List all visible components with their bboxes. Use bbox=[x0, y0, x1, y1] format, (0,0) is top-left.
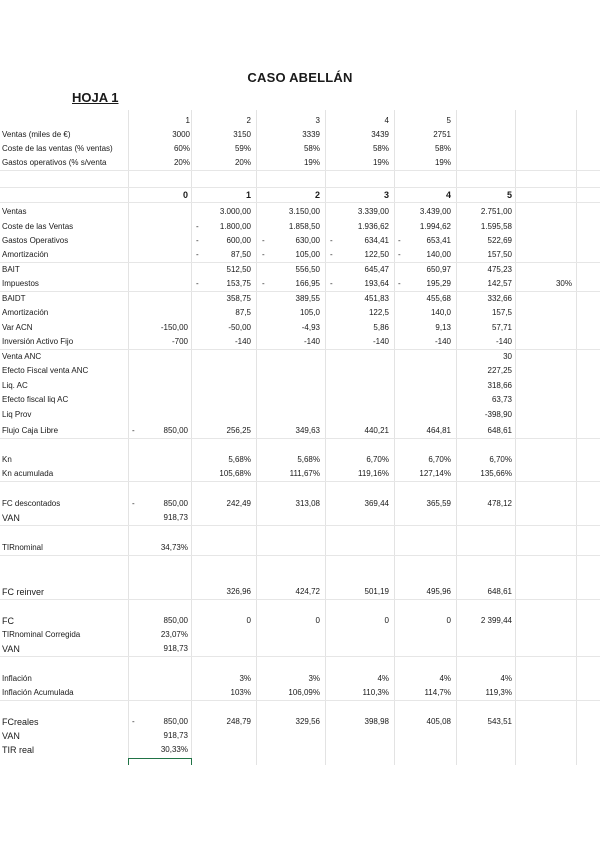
cell: 59% bbox=[234, 144, 251, 153]
cell-c1: -50,00 bbox=[228, 323, 251, 332]
minus-sign: - bbox=[262, 250, 265, 259]
table-row-amort bbox=[0, 248, 600, 263]
cell-c2: 556,50 bbox=[295, 265, 320, 274]
year-4: 4 bbox=[384, 116, 389, 125]
row-label: Impuestos bbox=[2, 279, 39, 288]
row-label: Var ACN bbox=[2, 323, 33, 332]
table-row-impuestos bbox=[0, 277, 600, 292]
cell: 3000 bbox=[172, 130, 190, 139]
table-row-van2 bbox=[0, 642, 600, 657]
cell: 19% bbox=[434, 158, 451, 167]
cell-c2: 630,00 bbox=[295, 236, 320, 245]
cell-c4: 127,14% bbox=[419, 469, 451, 478]
cell-c3: 369,44 bbox=[364, 499, 389, 508]
cell-c5: 119,3% bbox=[485, 688, 512, 697]
table-row-bait bbox=[0, 263, 600, 277]
minus-sign: - bbox=[398, 250, 401, 259]
cell: 58% bbox=[434, 144, 451, 153]
minus-sign: - bbox=[262, 236, 265, 245]
periods-header-row bbox=[0, 187, 600, 203]
cell-c5: 142,57 bbox=[487, 279, 512, 288]
cell-c5: 57,71 bbox=[491, 323, 512, 332]
row-label: FC descontados bbox=[2, 499, 61, 508]
cell-c2: 424,72 bbox=[295, 587, 320, 596]
minus-sign: - bbox=[262, 279, 265, 288]
cell-c5: 157,50 bbox=[487, 250, 512, 259]
table-row-fc bbox=[0, 614, 600, 628]
table-row-knac bbox=[0, 467, 600, 482]
cell-c5: 135,66% bbox=[480, 469, 512, 478]
cell-c1: 512,50 bbox=[226, 265, 251, 274]
cell: 3439 bbox=[371, 130, 389, 139]
row-label: FC bbox=[2, 616, 14, 626]
row-label: FCreales bbox=[2, 717, 39, 727]
cell-c3: 440,21 bbox=[364, 426, 389, 435]
cell-c5: 522,69 bbox=[487, 236, 512, 245]
year-3: 3 bbox=[315, 116, 320, 125]
cell-c1: 0 bbox=[246, 616, 251, 625]
cell-c1: 358,75 bbox=[226, 294, 251, 303]
cell-c2: 313,08 bbox=[295, 499, 320, 508]
cell-c3: 119,16% bbox=[358, 469, 389, 478]
table-row-coste bbox=[0, 220, 600, 234]
minus-sign: - bbox=[132, 426, 135, 435]
cell-c0: 850,00 bbox=[163, 499, 188, 508]
cell-c5: 6,70% bbox=[489, 455, 512, 464]
minus-sign: - bbox=[132, 499, 135, 508]
minus-sign: - bbox=[196, 222, 199, 231]
cell-c5: 227,25 bbox=[487, 366, 512, 375]
cell-c0: 918,73 bbox=[163, 513, 188, 522]
cell-c4: 464,81 bbox=[426, 426, 451, 435]
cell-c3: 501,19 bbox=[364, 587, 389, 596]
table-row-inv bbox=[0, 335, 600, 350]
cell-c4: 405,08 bbox=[426, 717, 451, 726]
row-label: Efecto Fiscal venta ANC bbox=[2, 366, 89, 375]
cell-c4: 365,59 bbox=[426, 499, 451, 508]
table-row-varacn bbox=[0, 321, 600, 335]
cell-c5: 478,12 bbox=[487, 499, 512, 508]
table-row-gastos bbox=[0, 234, 600, 248]
table-row-van1 bbox=[0, 511, 600, 526]
input-gastos-row bbox=[0, 156, 600, 171]
cell-c4: 6,70% bbox=[428, 455, 451, 464]
cell-c3: 110,3% bbox=[362, 688, 389, 697]
row-label: Coste de las ventas (% ventas) bbox=[2, 144, 113, 153]
table-row-ventas bbox=[0, 205, 600, 219]
table-row-liqprov bbox=[0, 408, 600, 422]
row-label: FC reinver bbox=[2, 587, 45, 597]
cell-c5: 30 bbox=[503, 352, 512, 361]
cell-c2: -4,93 bbox=[301, 323, 320, 332]
cell-c4: 9,13 bbox=[435, 323, 451, 332]
cell: 60% bbox=[173, 144, 190, 153]
table-row-efectoanc bbox=[0, 364, 600, 378]
cell-c2: 105,00 bbox=[295, 250, 320, 259]
table-row-fcreales bbox=[0, 715, 600, 729]
cell-c1: 105,68% bbox=[219, 469, 251, 478]
cell-c2: 329,56 bbox=[295, 717, 320, 726]
cell-c3: 645,47 bbox=[364, 265, 389, 274]
row-label: BAIT bbox=[2, 265, 20, 274]
tax-rate-cell: 30% bbox=[555, 279, 572, 288]
table-row-tirreal bbox=[0, 743, 600, 757]
cell-c0: 918,73 bbox=[163, 644, 188, 653]
cell-c0: 850,00 bbox=[163, 616, 188, 625]
cell-c0: 30,33% bbox=[160, 745, 188, 754]
minus-sign: - bbox=[330, 279, 333, 288]
cell-c2: -140 bbox=[303, 337, 320, 346]
cell-c0: 34,73% bbox=[160, 543, 188, 552]
cell-c5: 157,5 bbox=[491, 308, 512, 317]
cell-c5: 63,73 bbox=[491, 395, 512, 404]
cell-c0: 918,73 bbox=[163, 731, 188, 740]
cell-c2: 349,63 bbox=[295, 426, 320, 435]
cell-c4: 4% bbox=[439, 674, 451, 683]
cell-c1: 153,75 bbox=[226, 279, 251, 288]
table-row-baidt bbox=[0, 292, 600, 306]
cell-c1: 103% bbox=[230, 688, 251, 697]
cell-c4: 455,68 bbox=[426, 294, 451, 303]
period-4: 4 bbox=[445, 190, 451, 200]
minus-sign: - bbox=[132, 717, 135, 726]
cell: 58% bbox=[303, 144, 320, 153]
cell-c4: 195,29 bbox=[426, 279, 451, 288]
cell-c4: -140 bbox=[434, 337, 451, 346]
cell-c0: 23,07% bbox=[160, 630, 188, 639]
row-label: TIR real bbox=[2, 745, 35, 755]
cell-c1: 1.800,00 bbox=[219, 222, 251, 231]
cell-c2: 3% bbox=[308, 674, 320, 683]
row-label: Amortización bbox=[2, 308, 49, 317]
minus-sign: - bbox=[196, 236, 199, 245]
cell-c1: 256,25 bbox=[226, 426, 251, 435]
cell-c0: 850,00 bbox=[163, 426, 188, 435]
minus-sign: - bbox=[330, 250, 333, 259]
period-0: 0 bbox=[182, 190, 188, 200]
input-coste-row bbox=[0, 142, 600, 156]
cell: 19% bbox=[372, 158, 389, 167]
cell-c2: 166,95 bbox=[295, 279, 320, 288]
row-label: Venta ANC bbox=[2, 352, 42, 361]
cell-c3: 122,50 bbox=[364, 250, 389, 259]
row-label: Liq Prov bbox=[2, 410, 32, 419]
cell-c3: 6,70% bbox=[366, 455, 389, 464]
row-label: Inversión Activo Fijo bbox=[2, 337, 74, 346]
period-5: 5 bbox=[506, 190, 512, 200]
cell-c5: 648,61 bbox=[487, 426, 512, 435]
row-label: Coste de las Ventas bbox=[2, 222, 74, 231]
minus-sign: - bbox=[196, 279, 199, 288]
cell-c5: 318,66 bbox=[487, 381, 512, 390]
cell-c5: -398,90 bbox=[484, 410, 512, 419]
cell-c3: 193,64 bbox=[364, 279, 389, 288]
cell-c2: 105,0 bbox=[299, 308, 320, 317]
row-label: Gastos Operativos bbox=[2, 236, 69, 245]
cell: 20% bbox=[173, 158, 190, 167]
cell-c0: -150,00 bbox=[160, 323, 188, 332]
row-label: VAN bbox=[2, 731, 20, 741]
cell-c4: 140,00 bbox=[426, 250, 451, 259]
table-row-tirnom bbox=[0, 541, 600, 556]
cell-c1: 5,68% bbox=[228, 455, 251, 464]
cell-c1: 326,96 bbox=[226, 587, 251, 596]
row-label: Efecto fiscal liq AC bbox=[2, 395, 69, 404]
cell-c5: 648,61 bbox=[487, 587, 512, 596]
cell-c3: 451,83 bbox=[364, 294, 389, 303]
row-label: Ventas (miles de €) bbox=[2, 130, 71, 139]
period-3: 3 bbox=[383, 190, 389, 200]
cell-c5: 332,66 bbox=[487, 294, 512, 303]
cell-c3: 1.936,62 bbox=[357, 222, 389, 231]
cell-c1: 87,50 bbox=[230, 250, 251, 259]
row-label: Liq. AC bbox=[2, 381, 28, 390]
cell-c1: 3% bbox=[239, 674, 251, 683]
cell-c5: -140 bbox=[495, 337, 512, 346]
table-row-tircorr bbox=[0, 628, 600, 642]
row-label: Inflación bbox=[2, 674, 32, 683]
cell-c3: 122,5 bbox=[368, 308, 389, 317]
cell-c3: -140 bbox=[372, 337, 389, 346]
table-row-inflacum bbox=[0, 686, 600, 701]
cell-c4: 140,0 bbox=[430, 308, 451, 317]
row-label: BAIDT bbox=[2, 294, 26, 303]
cell-c5: 1.595,58 bbox=[480, 222, 512, 231]
row-label: VAN bbox=[2, 644, 20, 654]
cell-c1: 87,5 bbox=[235, 308, 251, 317]
row-label: Gastos operativos (% s/venta bbox=[2, 158, 107, 167]
table-row-fcdesc bbox=[0, 497, 600, 511]
table-row-van3 bbox=[0, 729, 600, 743]
cell-c5: 2.751,00 bbox=[480, 207, 512, 216]
minus-sign: - bbox=[196, 250, 199, 259]
row-label: Kn bbox=[2, 455, 12, 464]
cell-c5: 543,51 bbox=[487, 717, 512, 726]
row-label: Ventas bbox=[2, 207, 27, 216]
row-label: Flujo Caja Libre bbox=[2, 426, 59, 435]
cell-c4: 3.439,00 bbox=[419, 207, 451, 216]
row-label: Amortización bbox=[2, 250, 49, 259]
input-ventas-row bbox=[0, 128, 600, 142]
cell-c3: 0 bbox=[384, 616, 389, 625]
cell-c2: 0 bbox=[315, 616, 320, 625]
cell-c1: 248,79 bbox=[226, 717, 251, 726]
table-row-fcreinv bbox=[0, 585, 600, 600]
cell: 3150 bbox=[233, 130, 251, 139]
minus-sign: - bbox=[398, 279, 401, 288]
cell-c0: -700 bbox=[171, 337, 188, 346]
cell-c3: 5,86 bbox=[373, 323, 389, 332]
cell-c4: 495,96 bbox=[426, 587, 451, 596]
table-row-fcl bbox=[0, 424, 600, 439]
selected-cell[interactable] bbox=[128, 758, 192, 765]
row-label: Inflación Acumulada bbox=[2, 688, 74, 697]
year-1: 1 bbox=[185, 116, 190, 125]
cell-c3: 398,98 bbox=[364, 717, 389, 726]
cell-c2: 111,67% bbox=[289, 469, 320, 478]
cell-c5: 4% bbox=[500, 674, 512, 683]
cell-c4: 0 bbox=[446, 616, 451, 625]
cell-c3: 634,41 bbox=[364, 236, 389, 245]
row-label: TIRnominal Corregida bbox=[2, 630, 81, 639]
row-label: VAN bbox=[2, 513, 20, 523]
table-row-efectoac bbox=[0, 393, 600, 407]
table-row-liqac bbox=[0, 379, 600, 393]
table-row-amort2 bbox=[0, 306, 600, 320]
cell-c5: 475,23 bbox=[487, 265, 512, 274]
table-row-ventaanc bbox=[0, 350, 600, 364]
cell: 20% bbox=[234, 158, 251, 167]
cell-c1: 242,49 bbox=[226, 499, 251, 508]
minus-sign: - bbox=[330, 236, 333, 245]
cell-c4: 114,7% bbox=[424, 688, 451, 697]
cell-c0: 850,00 bbox=[163, 717, 188, 726]
table-row-kn bbox=[0, 453, 600, 467]
year-2: 2 bbox=[246, 116, 251, 125]
cell-c4: 1.994,62 bbox=[419, 222, 451, 231]
cell-c4: 650,97 bbox=[426, 265, 451, 274]
cell: 19% bbox=[303, 158, 320, 167]
cell-c1: 3.000,00 bbox=[219, 207, 251, 216]
cell: 3339 bbox=[302, 130, 320, 139]
cell-c2: 3.150,00 bbox=[288, 207, 320, 216]
cell-c5: 2 399,44 bbox=[480, 616, 512, 625]
cell-c3: 4% bbox=[377, 674, 389, 683]
cell-c2: 389,55 bbox=[295, 294, 320, 303]
cell: 2751 bbox=[433, 130, 451, 139]
year-5: 5 bbox=[446, 116, 451, 125]
cell-c4: 653,41 bbox=[426, 236, 451, 245]
years-header-row bbox=[0, 114, 600, 128]
cell-c1: -140 bbox=[234, 337, 251, 346]
minus-sign: - bbox=[398, 236, 401, 245]
document-title: CASO ABELLÁN bbox=[247, 70, 353, 85]
row-label: Kn acumulada bbox=[2, 469, 54, 478]
cell: 58% bbox=[372, 144, 389, 153]
cell-c2: 106,09% bbox=[288, 688, 320, 697]
cell-c1: 600,00 bbox=[226, 236, 251, 245]
cell-c2: 5,68% bbox=[297, 455, 320, 464]
row-label: TIRnominal bbox=[2, 543, 43, 552]
cell-c3: 3.339,00 bbox=[357, 207, 389, 216]
period-1: 1 bbox=[245, 190, 251, 200]
sheet-title: HOJA 1 bbox=[72, 90, 119, 105]
period-2: 2 bbox=[314, 190, 320, 200]
cell-c2: 1.858,50 bbox=[288, 222, 320, 231]
table-row-inflacion bbox=[0, 672, 600, 686]
